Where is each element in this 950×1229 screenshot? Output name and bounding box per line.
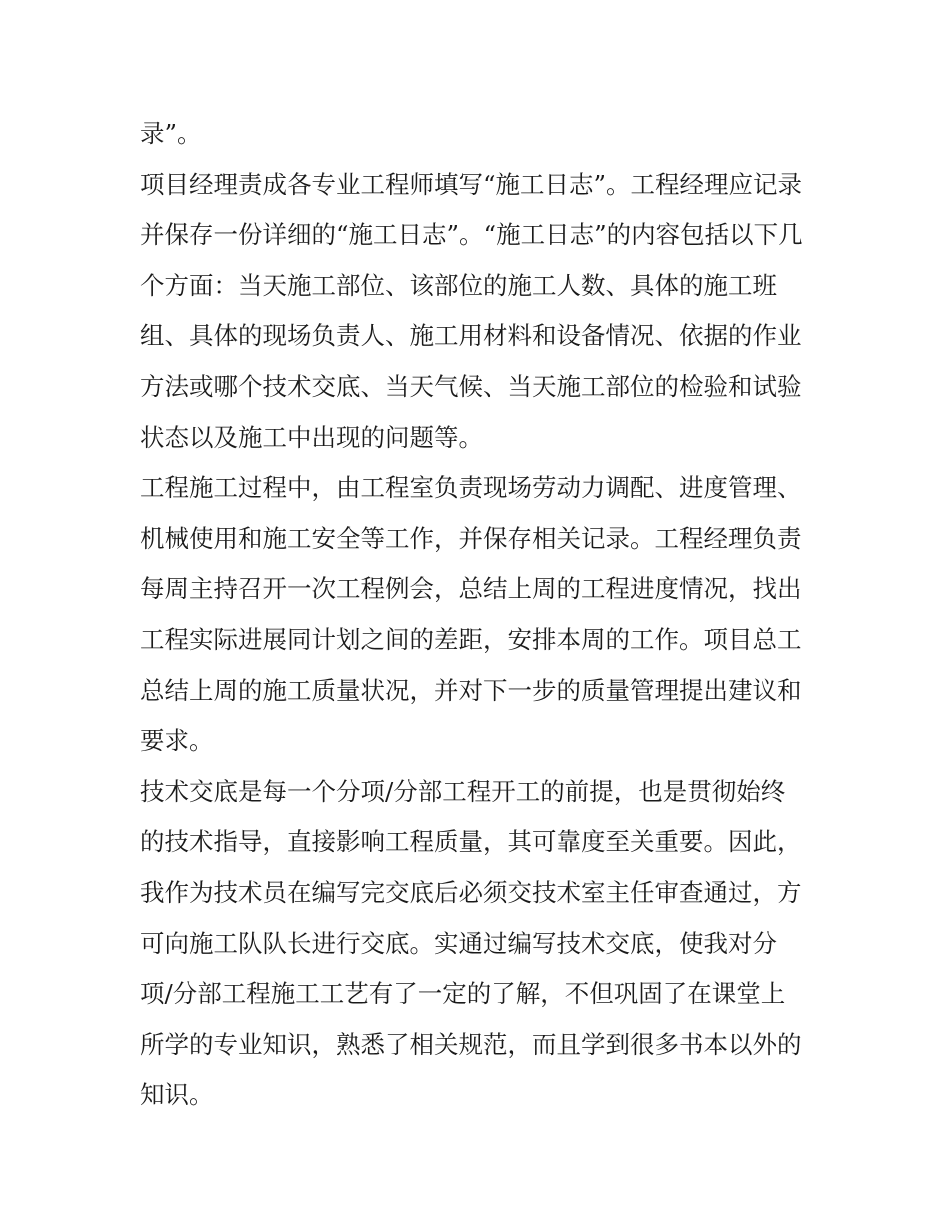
text-line: 工程实际进展同计划之间的差距，安排本周的工作。项目总工 [140, 624, 802, 654]
text-line: 工程施工过程中，由工程室负责现场劳动力调配、进度管理、 [140, 473, 802, 503]
text-line: 每周主持召开一次工程例会，总结上周的工程进度情况，找出 [140, 574, 802, 604]
text-line: 录”。 [140, 119, 202, 148]
text-line: 个方面：当天施工部位、该部位的施工人数、具体的施工班 [140, 270, 777, 300]
text-line: 方法或哪个技术交底、当天气候、当天施工部位的检验和试验 [140, 371, 802, 401]
text-line: 并保存一份详细的“施工日志”。“施工日志”的内容包括以下几 [140, 220, 803, 250]
text-line: 的技术指导，直接影响工程质量，其可靠度至关重要。因此， [140, 827, 802, 857]
text-line: 机械使用和施工安全等工作，并保存相关记录。工程经理负责 [140, 523, 802, 553]
text-line: 总结上周的施工质量状况，并对下一步的质量管理提出建议和 [140, 675, 802, 705]
text-line: 项/分部工程施工工艺有了一定的了解，不但巩固了在课堂上 [140, 979, 786, 1009]
text-line: 项目经理责成各专业工程师填写“施工日志”。工程经理应记录 [140, 169, 803, 199]
text-line: 状态以及施工中出现的问题等。 [140, 422, 483, 452]
text-line: 技术交底是每一个分项/分部工程开工的前提，也是贯彻始终 [140, 776, 786, 806]
text-line: 知识。 [140, 1080, 214, 1110]
text-line: 我作为技术员在编写完交底后必须交技术室主任审查通过，方 [140, 877, 802, 907]
body-text [140, 109, 816, 1121]
text-line: 要求。 [140, 726, 214, 756]
text-line: 组、具体的现场负责人、施工用材料和设备情况、依据的作业 [140, 321, 802, 351]
text-line: 所学的专业知识，熟悉了相关规范，而且学到很多书本以外的 [140, 1029, 802, 1059]
text-line: 可向施工队队长进行交底。实通过编写技术交底，使我对分 [140, 928, 777, 958]
